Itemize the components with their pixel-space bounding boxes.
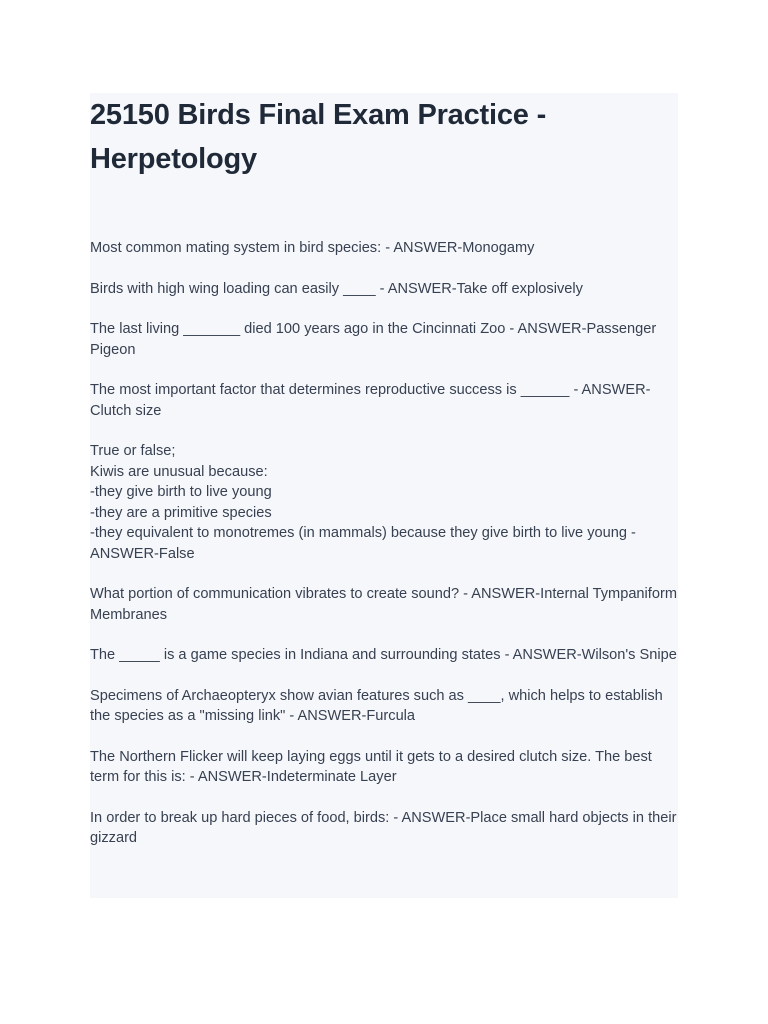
document-page	[90, 93, 678, 898]
qa-item: In order to break up hard pieces of food, birds: - ANSWER-Place small hard objects in their gizzard	[90, 809, 677, 846]
qa-item: The most important factor that determines reproductive success is ______ - ANSWER-Clutch size	[90, 382, 651, 419]
qa-item: The Northern Flicker will keep laying eggs until it gets to a desired clutch size. The best term for this is: - ANSWER-Indeterminate Layer	[90, 748, 652, 785]
question-list	[90, 238, 682, 869]
qa-item: Birds with high wing loading can easily ____ - ANSWER-Take off explosively	[90, 280, 583, 297]
page-title: 25150 Birds Final Exam Practice - Herpetology	[90, 99, 547, 175]
qa-item: The last living _______ died 100 years ago in the Cincinnati Zoo - ANSWER-Passenger Pigeon	[90, 321, 657, 358]
qa-item: What portion of communication vibrates to create sound? - ANSWER-Internal Tympaniform Membranes	[90, 586, 677, 623]
qa-item: The _____ is a game species in Indiana and surrounding states - ANSWER-Wilson's Snipe	[90, 647, 677, 663]
qa-item: Specimens of Archaeopteryx show avian features such as ____, which helps to establish the species as a "missing link" - ANSWER-Furcula	[90, 687, 663, 724]
qa-item: True or false; Kiwis are unusual because: -they give birth to live young -they are a primitive species -they equivalent to monotremes (in mammals) because they give birth to live young - ANSWER-False	[90, 443, 636, 562]
qa-item: Most common mating system in bird species: - ANSWER-Monogamy	[90, 240, 535, 256]
